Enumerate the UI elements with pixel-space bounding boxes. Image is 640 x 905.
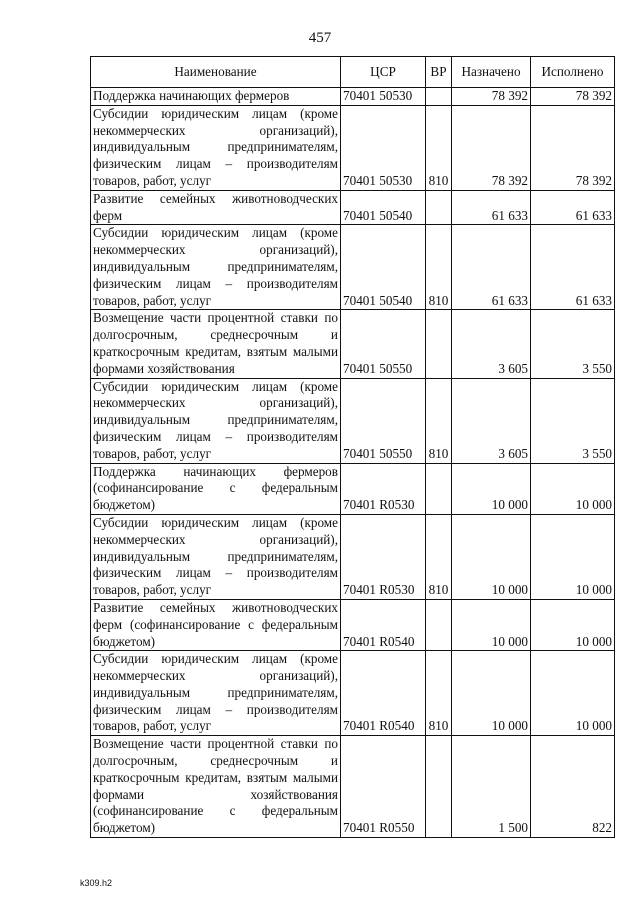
row-assigned: 10 000 bbox=[452, 651, 531, 736]
row-name: Развитие семейных животноводческих ферм (софинансирование с федеральным бюджетом) bbox=[91, 599, 341, 650]
row-vr bbox=[426, 88, 452, 106]
row-vr bbox=[426, 599, 452, 650]
row-assigned: 1 500 bbox=[452, 736, 531, 838]
header-executed: Исполнено bbox=[531, 57, 615, 88]
row-vr: 810 bbox=[426, 105, 452, 190]
row-csr: 70401 R0540 bbox=[341, 651, 426, 736]
row-csr: 70401 50540 bbox=[341, 225, 426, 310]
row-name: Возмещение части процентной ставки по долгосрочным, среднесрочным и краткосрочным кредитам, взятым малыми формами хозяйствования (софинансирование с федеральным бюджетом) bbox=[91, 736, 341, 838]
row-executed: 3 550 bbox=[531, 378, 615, 463]
row-name: Развитие семейных животноводческих ферм bbox=[91, 190, 341, 225]
row-vr: 810 bbox=[426, 225, 452, 310]
row-name: Поддержка начинающих фермеров bbox=[91, 88, 341, 106]
row-executed: 10 000 bbox=[531, 599, 615, 650]
header-name: Наименование bbox=[91, 57, 341, 88]
table-row bbox=[91, 225, 615, 310]
row-executed: 78 392 bbox=[531, 88, 615, 106]
row-csr: 70401 R0530 bbox=[341, 463, 426, 514]
row-csr: 70401 50550 bbox=[341, 378, 426, 463]
row-executed: 61 633 bbox=[531, 225, 615, 310]
row-name: Возмещение части процентной ставки по долгосрочным, среднесрочным и краткосрочным кредитам, взятым малыми формами хозяйствования bbox=[91, 310, 341, 378]
row-executed: 10 000 bbox=[531, 514, 615, 599]
table-row bbox=[91, 736, 615, 838]
budget-table bbox=[90, 56, 615, 838]
table-row bbox=[91, 651, 615, 736]
table-row bbox=[91, 310, 615, 378]
header-vr: ВР bbox=[426, 57, 452, 88]
row-assigned: 78 392 bbox=[452, 88, 531, 106]
row-csr: 70401 50550 bbox=[341, 310, 426, 378]
row-executed: 822 bbox=[531, 736, 615, 838]
row-csr: 70401 R0540 bbox=[341, 599, 426, 650]
row-csr: 70401 R0550 bbox=[341, 736, 426, 838]
row-name: Субсидии юридическим лицам (кроме некоммерческих организаций), индивидуальным предпринимателям, физическим лицам – производителям товаров, работ, услуг bbox=[91, 105, 341, 190]
row-csr: 70401 R0530 bbox=[341, 514, 426, 599]
table-row bbox=[91, 514, 615, 599]
row-name: Поддержка начинающих фермеров (софинансирование с федеральным бюджетом) bbox=[91, 463, 341, 514]
row-csr: 70401 50530 bbox=[341, 105, 426, 190]
row-vr bbox=[426, 310, 452, 378]
row-vr: 810 bbox=[426, 378, 452, 463]
row-executed: 78 392 bbox=[531, 105, 615, 190]
page-number: 457 bbox=[308, 30, 332, 46]
row-name: Субсидии юридическим лицам (кроме некоммерческих организаций), индивидуальным предпринимателям, физическим лицам – производителям товаров, работ, услуг bbox=[91, 514, 341, 599]
row-assigned: 3 605 bbox=[452, 310, 531, 378]
row-name: Субсидии юридическим лицам (кроме некоммерческих организаций), индивидуальным предпринимателям, физическим лицам – производителям товаров, работ, услуг bbox=[91, 225, 341, 310]
row-assigned: 10 000 bbox=[452, 514, 531, 599]
row-vr: 810 bbox=[426, 514, 452, 599]
row-vr bbox=[426, 190, 452, 225]
row-csr: 70401 50540 bbox=[341, 190, 426, 225]
table-row bbox=[91, 599, 615, 650]
table-row bbox=[91, 463, 615, 514]
row-csr: 70401 50530 bbox=[341, 88, 426, 106]
row-vr bbox=[426, 736, 452, 838]
table-header-row bbox=[91, 57, 615, 88]
row-assigned: 61 633 bbox=[452, 225, 531, 310]
header-assigned: Назначено bbox=[452, 57, 531, 88]
row-assigned: 3 605 bbox=[452, 378, 531, 463]
row-executed: 10 000 bbox=[531, 463, 615, 514]
header-csr: ЦСР bbox=[341, 57, 426, 88]
row-assigned: 61 633 bbox=[452, 190, 531, 225]
table-row bbox=[91, 88, 615, 106]
footer-code: k309.h2 bbox=[80, 878, 113, 888]
table-row bbox=[91, 190, 615, 225]
row-vr bbox=[426, 463, 452, 514]
row-executed: 61 633 bbox=[531, 190, 615, 225]
row-assigned: 10 000 bbox=[452, 599, 531, 650]
row-executed: 10 000 bbox=[531, 651, 615, 736]
row-executed: 3 550 bbox=[531, 310, 615, 378]
table-row bbox=[91, 105, 615, 190]
row-name: Субсидии юридическим лицам (кроме некоммерческих организаций), индивидуальным предпринимателям, физическим лицам – производителям товаров, работ, услуг bbox=[91, 651, 341, 736]
row-assigned: 78 392 bbox=[452, 105, 531, 190]
row-name: Субсидии юридическим лицам (кроме некоммерческих организаций), индивидуальным предпринимателям, физическим лицам – производителям товаров, работ, услуг bbox=[91, 378, 341, 463]
table-row bbox=[91, 378, 615, 463]
row-assigned: 10 000 bbox=[452, 463, 531, 514]
row-vr: 810 bbox=[426, 651, 452, 736]
